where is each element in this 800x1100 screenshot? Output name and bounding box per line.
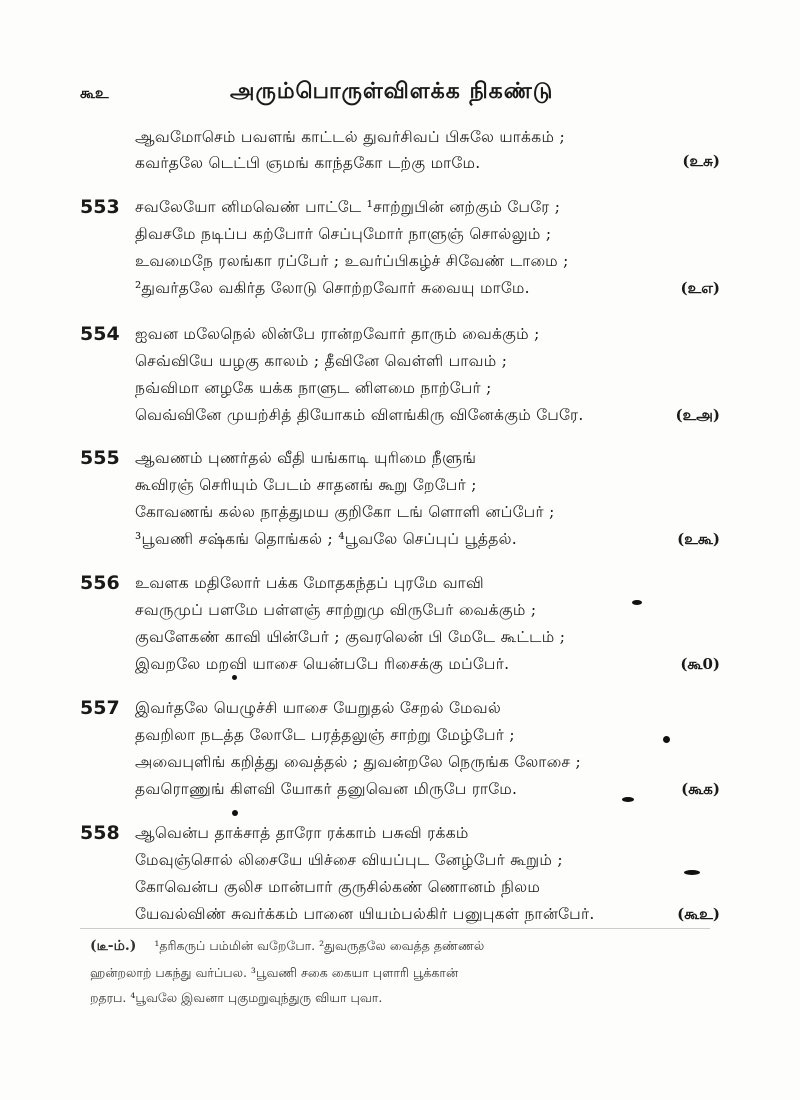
verse-line: வெவ்வினே முயற்சித் தியோகம் விளங்கிரு வினேக்கும் பேரே.: [135, 406, 584, 424]
verse-count: (கூஉ): [677, 905, 720, 923]
verse-line: தவரொணுங் கிளவி யோகர் தனுவென மிருபே ராமே.: [135, 780, 518, 798]
ink-speck: [632, 600, 642, 605]
verse-line: மேவுஞ்சொல் லிசையே யிச்சை வியப்புட னேழ்பேர் கூறும் ;: [135, 851, 563, 869]
verse-line: இவறலே மறவி யாசை யென்பபே ரிசைக்கு மப்பேர்.: [135, 655, 510, 673]
verse-number: 556: [80, 572, 120, 594]
verse-line: யேவல்விண் சுவர்க்கம் பானை யியம்பல்கிர் பனுபுகள் நான்பேர்.: [135, 905, 595, 923]
ink-speck: [232, 675, 237, 680]
ink-speck: [232, 810, 238, 816]
verse-line: கூவிரஞ் செரியும் பேடம் சாதனங் கூறு றேபேர் ;: [135, 476, 477, 494]
verse-line: கவர்தலே டெட்பி ஞமங் காந்தகோ டற்கு மாமே.: [135, 154, 481, 172]
page-title: அரும்பொருள்விளக்க நிகண்டு: [230, 78, 554, 104]
footnote-divider: [80, 928, 710, 929]
verse-line: ஐவன மலேநெல் லின்பே ரான்றவோர் தாரும் வைக்கும் ;: [135, 325, 540, 343]
page-number: கூஉ: [80, 84, 109, 102]
verse-count: (கூக): [681, 780, 720, 798]
footnote-label: (டீ-ம்.): [90, 938, 137, 954]
verse-line: திவசமே நடிப்ப கற்போர் செப்புமோர் நாளுஞ் சொல்லும் ;: [135, 225, 552, 243]
verse-continuation: [80, 128, 720, 178]
footnote-line: றதரப. ⁴பூவலே இவனா புகுமறுவுந்துரு வியா புவா.: [90, 990, 383, 1005]
verse-line: ஆவென்ப தாக்சாத் தாரோ ரக்காம் பசுவி ரக்கம்: [135, 824, 469, 842]
verse-555: [80, 447, 720, 557]
page-header: [80, 78, 730, 112]
verse-number: 553: [80, 196, 120, 218]
verse-number: 558: [80, 822, 120, 844]
verse-line: ³பூவணி சஷ்கங் தொங்கல் ; ⁴பூவலே செப்புப் பூத்தல்.: [135, 530, 518, 548]
verse-number: 555: [80, 447, 120, 469]
verse-558: [80, 822, 720, 932]
ink-speck: [684, 870, 700, 875]
ink-speck: [663, 736, 670, 743]
verse-554: [80, 323, 720, 433]
verse-line: சவருமுப் பளமே பள்ளஞ் சாற்றுமு விருபேர் வைக்கும் ;: [135, 601, 537, 619]
verse-count: (உஅ): [675, 406, 720, 424]
verse-count: (கூ0): [680, 655, 720, 673]
verse-count: (உகூ): [677, 530, 720, 548]
footnote-text: ¹தரிகருப் பம்மின் வறேபோ. ²துவருதலே வைத்த தண்ணல்: [154, 938, 485, 953]
verse-line: குவளேகண் காவி யின்பேர் ; குவரலென் பி மேடே கூட்டம் ;: [135, 628, 566, 646]
verse-line: இவர்தலே யெழுச்சி யாசை யேறுதல் சேறல் மேவல்: [135, 699, 502, 717]
verse-557: [80, 697, 720, 807]
verse-line: ஆவணம் புணர்தல் வீதி யங்காடி யுரிமை நீளுங்: [135, 449, 477, 467]
verse-line: சவலேயோ னிமவெண் பாட்டே ¹சாற்றுபின் னற்கும் பேரே ;: [135, 198, 561, 216]
verse-553: [80, 196, 720, 306]
verse-line: ஆவமோசெம் பவளங் காட்டல் துவர்சிவப் பிசுலே யாக்கம் ;: [135, 128, 565, 146]
verse-line: உவமைநே ரலங்கா ரப்பேர் ; உவர்ப்பிகழ்ச் சிவேண் டாமை ;: [135, 252, 569, 270]
footnote-line: ஹன்றலாற் பகந்து வர்ப்பல. ³பூவணி சகை கையா புளாரி பூக்கான்: [90, 965, 459, 980]
verse-count: (உஎ): [680, 279, 720, 297]
verse-line: ²துவர்தலே வகிர்த லோடு சொற்றவோர் சுவையு மாமே.: [135, 279, 530, 297]
verse-line: நவ்விமா னழகே யக்க நாளுட னிளமை நாற்பேர் ;: [135, 379, 492, 397]
verse-number: 554: [80, 323, 120, 345]
verse-number: 557: [80, 697, 120, 719]
verse-line: அவைபுளிங் கறித்து வைத்தல் ; துவன்றலே நெருங்க லோசை ;: [135, 753, 581, 771]
verse-line: உவளக மதிலோர் பக்க மோதகந்தப் புரமே வாவி: [135, 574, 484, 592]
verse-count: (உசு): [682, 152, 720, 170]
verse-line: செவ்வியே யழகு காலம் ; தீவினே வெள்ளி பாவம் ;: [135, 352, 508, 370]
verse-line: கோவென்ப குலிச மான்பார் குருசில்கண் ணொனம் நிலம: [135, 878, 541, 896]
footnote-line: [90, 938, 710, 956]
verse-556: [80, 572, 720, 682]
verse-line: கோவணங் கல்ல நாத்துமய குறிகோ டங் ளொளி னப்பேர் ;: [135, 503, 555, 521]
ink-speck: [622, 797, 634, 802]
verse-line: தவறிலா நடத்த லோடே பரத்தலுஞ் சாற்று மேழ்பேர் ;: [135, 726, 515, 744]
